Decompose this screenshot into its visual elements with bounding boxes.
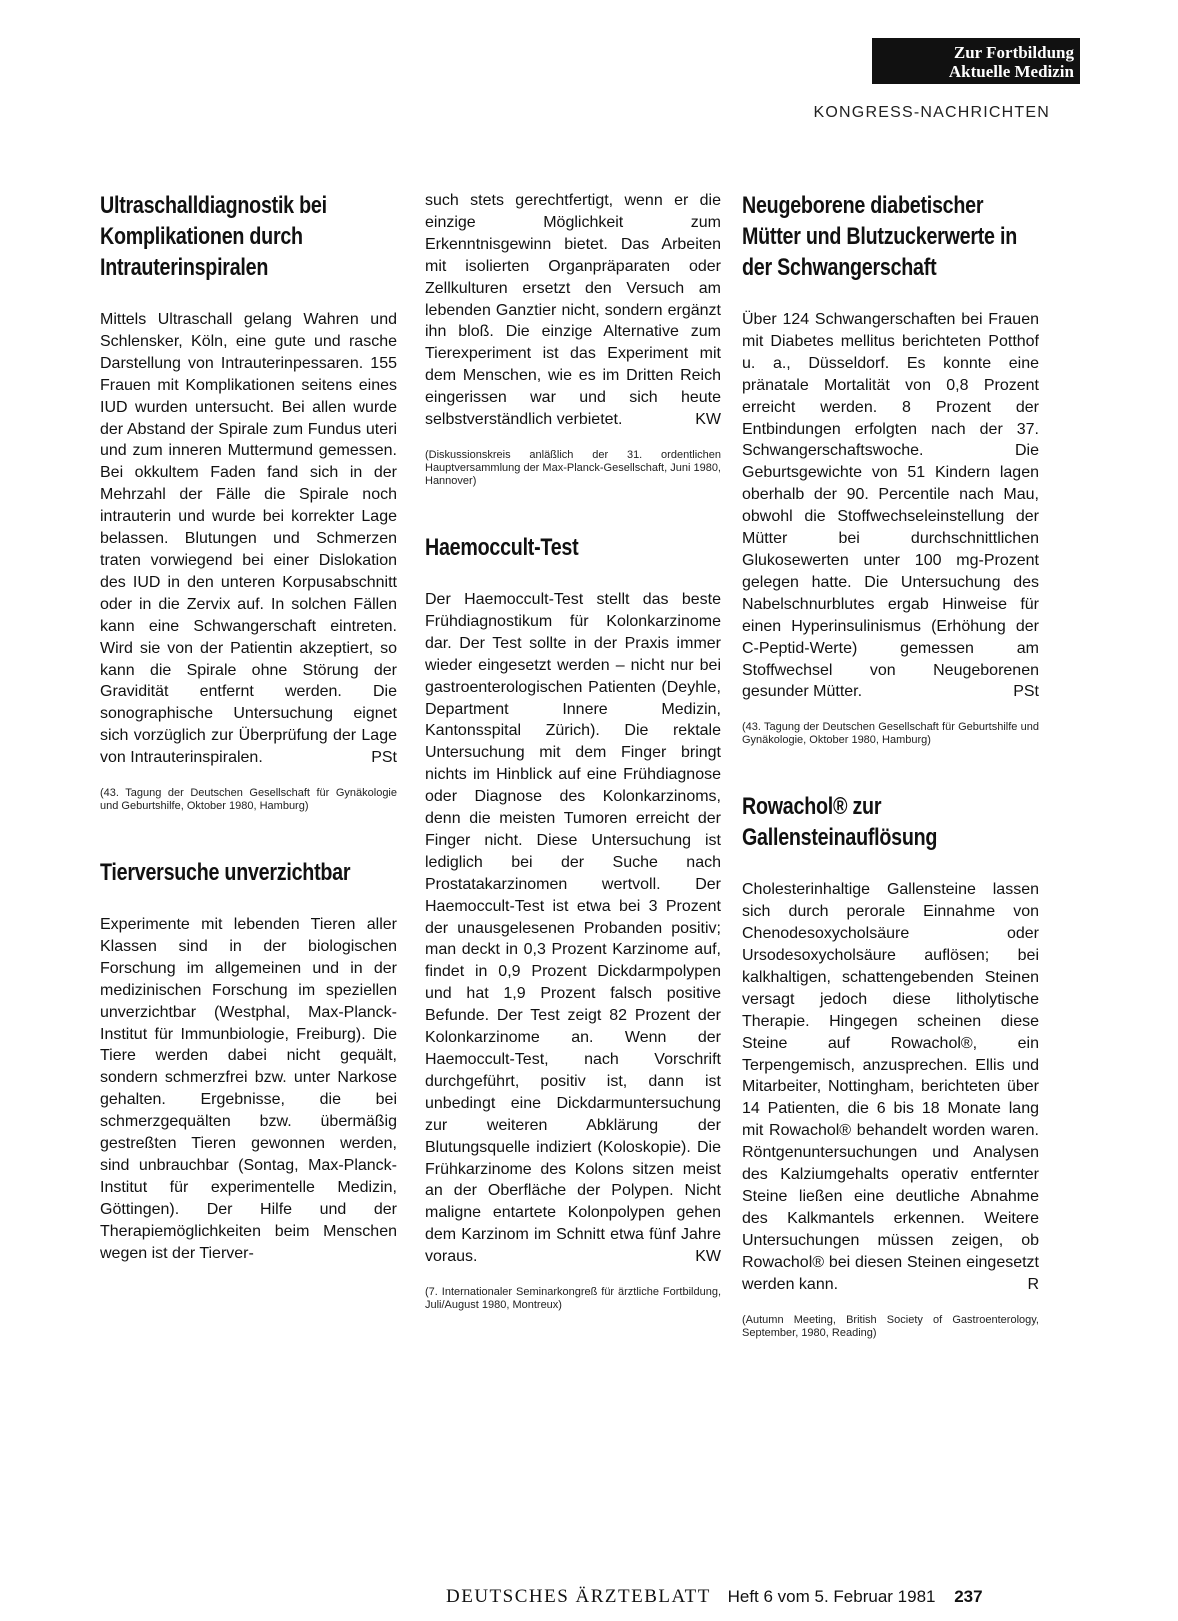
author-signature: PSt	[371, 749, 397, 767]
article-title: Neugeborene diabetischer Mütter und Blutzuckerwerte in der Schwangerschaft	[742, 192, 1017, 281]
article-source: (43. Tagung der Deutschen Gesellschaft für Geburtshilfe und Gynäkologie, Oktober 1980, Hamburg)	[742, 721, 1039, 747]
article-title: Tierversuche unverzichtbar	[100, 859, 351, 887]
article-body	[425, 589, 721, 1268]
article-body	[742, 309, 1039, 703]
article-neugeborene	[742, 190, 1039, 747]
rubric-line-2: Aktuelle Medizin	[948, 62, 1074, 81]
article-title: Haemoccult-Test	[425, 533, 579, 561]
author-signature: R	[1027, 1275, 1039, 1293]
author-signature: PSt	[1013, 683, 1039, 701]
article-text: such stets gerechtfertigt, wenn er die einzige Möglichkeit zum Erkenntnisgewinn bietet. Das Arbeiten mit isolierten Organpräparaten oder Zellkulturen ersetzt den Versuch am lebenden Ganztier nicht, sondern ergänzt ihn bloß. Die einzige Alternative zum Tierexperiment ist das Experiment mit dem Menschen, wie es im Dritten Reich eingerissen war und sich heute selbstverständlich verbietet.	[425, 192, 721, 429]
article-source: (Diskussionskreis anläßlich der 31. ordentlichen Hauptversammlung der Max-Planck-Gesellschaft, Juni 1980, Hannover)	[425, 448, 721, 487]
article-source: (Autumn Meeting, British Society of Gastroenterology, September, 1980, Reading)	[742, 1313, 1039, 1339]
section-label: KONGRESS-NACHRICHTEN	[813, 104, 1050, 121]
article-haemoccult	[425, 532, 721, 1312]
article-text: Über 124 Schwangerschaften bei Frauen mit Diabetes mellitus berichteten Potthof u. a., Düsseldorf. Es konnte eine pränatale Mortalität von 0,8 Prozent erreicht werden. 8 Prozent der Entbindungen erfolgten nach der 37. Schwangerschaftswoche. Die Geburtsgewichte von 51 Kindern lagen oberhalb der 90. Percentile nach Mau, obwohl die Stoffwechseleinstellung der Mütter bei durchschnittlichen Glukosewerten unter 100 mg-Prozent gelegen hatte. Die Untersuchung des Nabelschnurblutes ergab Hinweise für einen Hyperinsulinismus (Erhöhung der C-Peptid-Werte) gemessen am Stoffwechsel von Neugeborenen gesunder Mütter.	[742, 311, 1039, 701]
article-rowachol	[742, 791, 1039, 1339]
article-text: Mittels Ultraschall gelang Wahren und Schlensker, Köln, eine gute und rasche Darstellung von Intrauterinpessaren. 155 Frauen mit Komplikationen seitens eines IUD wurden untersucht. Bei allen wurde der Abstand der Spirale zum Fundus uteri und zum inneren Muttermund gemessen. Bei okkultem Faden fand sich in der Mehrzahl der Fälle die Spirale noch intrauterin und wurde bei korrekter Lage belassen. Blutungen und Schmerzen traten vorwiegend bei einer Dislokation des IUD in den unteren Korpusabschnitt oder in die Zervix auf. In solchen Fällen kann eine Schwangerschaft eintreten. Wird sie von der Patientin akzeptiert, so kann die Spirale ohne Störung der Gravidität entfernt werden. Die sonographische Untersuchung eignet sich vorzüglich zur Überprüfung der Lage von Intrauterinspiralen.	[100, 311, 397, 767]
issue-info: Heft 6 vom 5. Februar 1981	[727, 1587, 936, 1606]
article-body-continuation	[425, 190, 721, 431]
author-signature: KW	[695, 411, 721, 429]
journal-name: DEUTSCHES ÄRZTEBLATT	[446, 1586, 711, 1607]
article-text: Cholesterinhaltige Gallensteine lassen sich durch perorale Einnahme von Chenodesoxycholsäure oder Ursodesoxycholsäure auflösen; bei kalkhaltigen, schattengebenden Steinen versagt jedoch diese litholytische Therapie. Hingegen scheinen diese Steine auf Rowachol®, ein Terpengemisch, anzusprechen. Ellis und Mitarbeiter, Nottingham, berichteten über 14 Patienten, die 6 bis 18 Monate lang mit Rowachol® behandelt worden waren. Röntgenuntersuchungen und Analysen des Kalziumgehalts operativ entfernter Steine ließen eine deutliche Abnahme des Kalkmantels erkennen. Weitere Untersuchungen müssen zeigen, ob Rowachol® bei diesen Steinen eingesetzt werden kann.	[742, 881, 1039, 1293]
article-tierversuche	[100, 857, 397, 1265]
column-left	[100, 190, 397, 1265]
article-ultraschall	[100, 190, 397, 813]
author-signature: KW	[695, 1248, 721, 1266]
page-number: 237	[954, 1587, 983, 1606]
article-source: (43. Tagung der Deutschen Gesellschaft für Gynäkologie und Geburtshilfe, Oktober 1980, Hamburg)	[100, 787, 397, 813]
article-body	[100, 309, 397, 769]
page-footer	[446, 1586, 1086, 1608]
article-title: Rowachol® zur Gallensteinauflösung	[742, 793, 938, 852]
article-tierversuche-continued	[425, 190, 721, 488]
article-title: Ultraschalldiagnostik bei Komplikationen durch Intrauterinspiralen	[100, 192, 327, 281]
column-right	[742, 190, 1039, 1340]
column-middle	[425, 190, 721, 1312]
rubric-line-1: Zur Fortbildung	[953, 43, 1074, 62]
article-body	[742, 879, 1039, 1295]
article-source: (7. Internationaler Seminarkongreß für ärztliche Fortbildung, Juli/August 1980, Montreux)	[425, 1286, 721, 1312]
rubric-badge	[872, 38, 1080, 84]
article-text: Der Haemoccult-Test stellt das beste Frühdiagnostikum für Kolonkarzinome dar. Der Test sollte in der Praxis immer wieder eingesetzt werden – nicht nur bei gastroenterologischen Patienten (Deyhle, Department Innere Medizin, Kantonsspital Zürich). Die rektale Untersuchung mit dem Finger bringt nichts im Hinblick auf eine Frühdiagnose oder Diagnose des Kolonkarzinoms, denn die meisten Tumoren erreicht der Finger nicht. Diese Untersuchung ist lediglich bei der Suche nach Prostatakarzinomen wertvoll. Der Haemoccult-Test ist etwa bei 3 Prozent der unausgelesenen Probanden positiv; man deckt in 0,3 Prozent Karzinome auf, findet in 0,9 Prozent Dickdarmpolypen und hat 1,9 Prozent falsch positive Befunde. Der Test zeigt 82 Prozent der Kolonkarzinome an. Wenn der Haemoccult-Test, nach Vorschrift durchgeführt, positiv ist, dann ist unbedingt eine Dickdarmuntersuchung zur weiteren Abklärung der Blutungsquelle indiziert (Koloskopie). Die Frühkarzinome des Kolons sitzen meist an der Oberfläche der Polypen. Nicht maligne entartete Kolonpolypen gehen dem Karzinom im Schnitt etwa fünf Jahre voraus.	[425, 590, 721, 1266]
article-body: Experimente mit lebenden Tieren aller Klassen sind in der biologischen Forschung im allgemeinen und in der medizinischen Forschung im speziellen unverzichtbar (Westphal, Max-Planck-Institut für Immunbiologie, Freiburg). Die Tiere werden dabei nicht gequält, sondern schmerzfrei bzw. unter Narkose gehalten. Ergebnisse, die bei schmerzgequälten bzw. übermäßig gestreßten Tieren gewonnen werden, sind unbrauchbar (Sontag, Max-Planck-Institut für experimentelle Medizin, Göttingen). Der Hilfe und der Therapiemöglichkeiten beim Menschen wegen ist der Tierver-	[100, 916, 397, 1262]
